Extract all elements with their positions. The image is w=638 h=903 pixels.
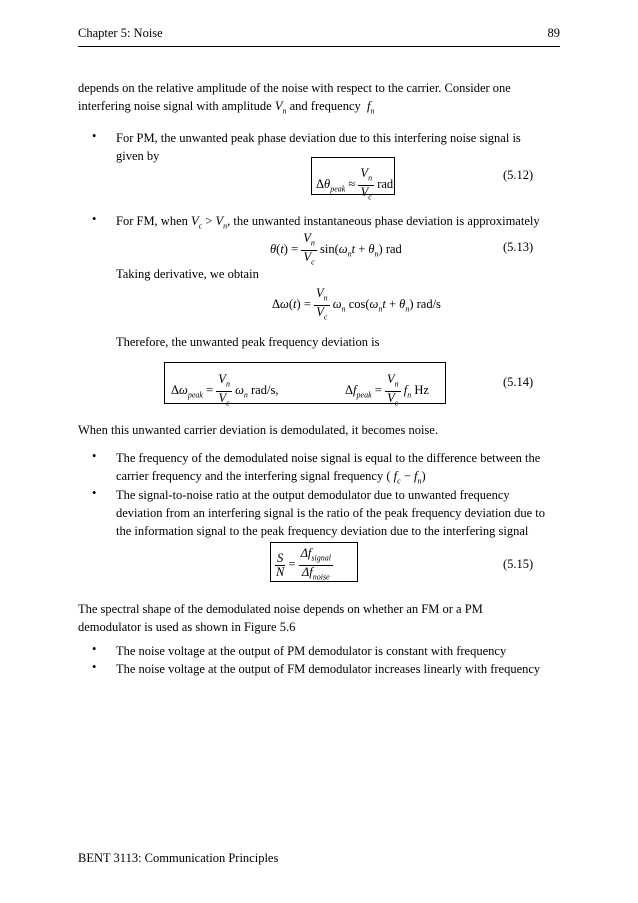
pm-bullet-text: For PM, the unwanted peak phase deviation due to this interfering noise signal is given by <box>116 131 521 163</box>
derivative-text: Taking derivative, we obtain <box>116 267 259 281</box>
equation-5-12: $\Delta\theta_{peak}$ ≈ $\frac{V_n}{V_c}$ rad <box>316 166 394 201</box>
bullet-dot: • <box>92 486 97 500</box>
equation-5-14-f: $\Delta f_{peak}$ = $\frac{V_n}{V_c}$ $f_n$ Hz <box>345 372 429 407</box>
bullet-dot: • <box>92 642 97 656</box>
bullet-dot: • <box>92 129 97 143</box>
equation-derivative: Δω(t) = $\frac{V_n}{V_c}$ $\omega_n$ $\cos(\omega_nt + \theta_n)$ rad/s <box>272 286 441 321</box>
equation-number-5-12: (5.12) <box>503 168 534 182</box>
spectral-paragraph: The spectral shape of the demodulated noise depends on whether an FM or a PM demodulator is used as shown in Figure 5.6 <box>78 602 483 634</box>
snr-bullet-text: The signal-to-noise ratio at the output demodulator due to unwanted frequency deviation from an interfering signal is the ratio of the peak frequency deviation due to the information signal to the peak frequency deviation due to the interfering signal <box>116 488 546 538</box>
page-footer: BENT 3113: Communication Principles <box>78 851 279 865</box>
intro-line-2: interfering noise signal with amplitude $V_n$ and frequency $f_n$ <box>78 99 375 116</box>
equation-number-5-13: (5.13) <box>503 240 534 254</box>
chapter-title: Chapter 5: Noise <box>78 26 163 40</box>
bullet-dot: • <box>92 660 97 674</box>
demod-paragraph: When this unwanted carrier deviation is demodulated, it becomes noise. <box>78 423 438 437</box>
fm-noise-bullet: The noise voltage at the output of FM demodulator increases linearly with frequency <box>116 662 541 676</box>
page-header <box>78 24 560 47</box>
equation-number-5-15: (5.15) <box>503 557 534 571</box>
frequency-bullet-text: The frequency of the demodulated noise signal is equal to the difference between the carrier frequency and the interfering signal frequency ( $f_c - f_n$) <box>116 451 541 486</box>
equation-5-14-omega: $\Delta\omega_{peak}$ = $\frac{V_n}{V_c}$ $\omega_n$ rad/s, <box>171 372 279 407</box>
equation-5-14-box <box>164 362 446 407</box>
fm-bullet-text: For FM, when $V_c > V_n$, the unwanted instantaneous phase deviation is approximately <box>116 214 540 231</box>
intro-paragraph <box>78 79 560 121</box>
equation-5-12-box <box>311 157 395 201</box>
page-number: 89 <box>547 26 560 40</box>
equation-5-13: θ(t) = $\frac{V_n}{V_c}$ $\sin(\omega_nt + \theta_n)$ rad <box>270 231 402 266</box>
equation-5-15-box <box>270 542 358 582</box>
pm-noise-bullet: The noise voltage at the output of PM demodulator is constant with frequency <box>116 644 507 658</box>
therefore-text: Therefore, the unwanted peak frequency deviation is <box>116 335 380 349</box>
equation-5-15: $\frac{S}{N}$ = $\frac{\Delta f_{signal}}{\Delta f_{noise}}$ <box>275 546 331 581</box>
bullet-dot: • <box>92 212 97 226</box>
bullet-dot: • <box>92 449 97 463</box>
equation-number-5-14: (5.14) <box>503 375 534 389</box>
intro-line-1: depends on the relative amplitude of the noise with respect to the carrier. Consider one <box>78 81 511 95</box>
